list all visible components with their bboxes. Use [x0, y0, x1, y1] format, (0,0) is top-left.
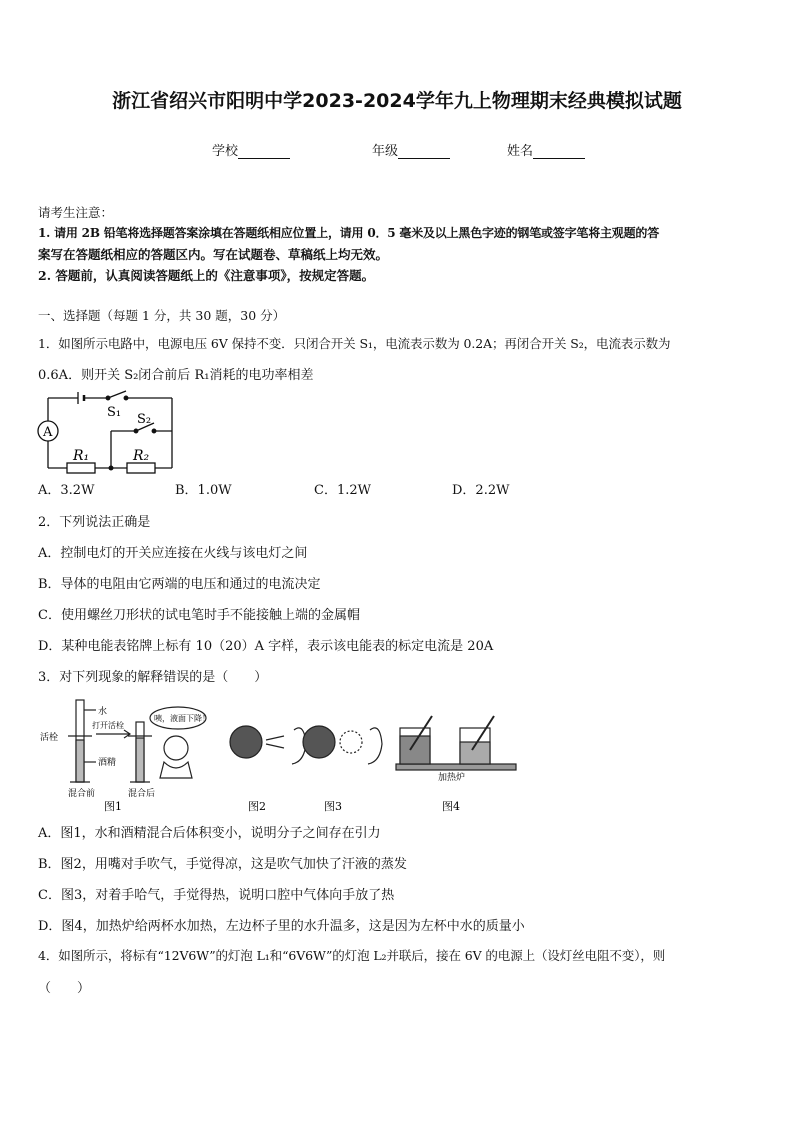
grade-field — [372, 140, 450, 159]
notice-item-2: 2. 答题前，认真阅读答题纸上的《注意事项》，按规定答题。 — [38, 268, 375, 283]
figure-1-caption: 图1 — [104, 800, 122, 812]
school-blank — [238, 146, 290, 159]
question-3-stem: 3．对下列现象的解释错误的是（ ） — [38, 670, 268, 685]
question-1-line-2: 0.6A．则开关 S₂闭合前后 R₁消耗的电功率相差 — [38, 368, 314, 383]
s1-label: S₁ — [107, 405, 122, 420]
figure-3-caption: 图3 — [324, 800, 342, 812]
q3-option-a[interactable]: A．图1，水和酒精混合后体积变小，说明分子之间存在引力 — [38, 826, 381, 841]
name-blank — [533, 146, 585, 159]
s2-label: S₂ — [137, 412, 152, 427]
before-mixing-label: 混合前 — [68, 789, 96, 799]
grade-label: 年级 — [372, 144, 399, 159]
section-heading: 一、选择题（每题 1 分，共 30 题，30 分） — [38, 308, 286, 323]
grade-blank — [398, 146, 450, 159]
r2-label: R₂ — [133, 448, 150, 464]
school-label: 学校 — [212, 144, 239, 159]
name-field — [507, 140, 585, 159]
school-field — [212, 140, 290, 159]
question-4-line-2: （ ） — [38, 981, 91, 996]
stove-label: 加热炉 — [438, 773, 466, 783]
notice-heading: 请考生注意： — [38, 205, 114, 220]
question-1-line-1: 1．如图所示电路中，电源电压 6V 保持不变．只闭合开关 S₁，电流表示数为 0.2A；再闭合开关 S₂，电流表示数为 — [38, 336, 671, 351]
figure-2-caption: 图2 — [248, 800, 266, 812]
q2-option-a[interactable]: A．控制电灯的开关应连接在火线与该电灯之间 — [38, 546, 308, 561]
alcohol-label: 酒精 — [98, 758, 117, 768]
open-valve-label: 打开活栓 — [92, 721, 124, 730]
notice-item-1-line-1: 1. 请用 2B 铅笔将选择题答案涂填在答题纸相应位置上，请用 0．5 毫米及以上黑色字迹的钢笔或签字笔将主观题的答 — [38, 226, 660, 240]
figure-4-caption: 图4 — [442, 800, 460, 812]
r1-label: R₁ — [73, 448, 90, 464]
notice-item-1-line-2: 案写在答题纸相应的答题区内。写在试题卷、草稿纸上均无效。 — [38, 247, 389, 262]
ammeter-label: A — [43, 425, 53, 440]
valve-label: 活栓 — [40, 733, 59, 743]
q3-option-b[interactable]: B．图2，用嘴对手吹气，手觉得凉，这是吹气加快了汗液的蒸发 — [38, 857, 407, 872]
water-label: 水 — [98, 707, 108, 717]
question-3-figure — [36, 692, 536, 812]
q1-option-b[interactable]: B．1.0W — [175, 483, 232, 498]
name-label: 姓名 — [507, 144, 534, 159]
junction-dot — [109, 466, 114, 471]
question-4-line-1: 4．如图所示，将标有“12V6W”的灯泡 L₁和“6V6W”的灯泡 L₂并联后，接在 6V 的电源上（设灯丝电阻不变），则 — [38, 948, 666, 963]
circuit-diagram — [36, 388, 181, 476]
q1-option-a[interactable]: A．3.2W — [38, 483, 95, 498]
q2-option-b[interactable]: B．导体的电阻由它两端的电压和通过的电流决定 — [38, 577, 321, 592]
q2-option-d[interactable]: D．某种电能表铭牌上标有 10（20）A 字样，表示该电能表的标定电流是 20A — [38, 639, 494, 654]
question-2-stem: 2．下列说法正确是 — [38, 515, 151, 530]
speech-bubble-text: 咦，液面下降！ — [154, 714, 210, 723]
q1-option-d[interactable]: D．2.2W — [452, 483, 510, 498]
q1-option-c[interactable]: C．1.2W — [314, 483, 371, 498]
q2-option-c[interactable]: C．使用螺丝刀形状的试电笔时手不能接触上端的金属帽 — [38, 608, 360, 623]
q3-option-c[interactable]: C．图3，对着手哈气，手觉得热，说明口腔中气体向手放了热 — [38, 888, 395, 903]
q3-option-d[interactable]: D．图4，加热炉给两杯水加热，左边杯子里的水升温多，这是因为左杯中水的质量小 — [38, 919, 525, 934]
page-title: 浙江省绍兴市阳明中学2023-2024学年九上物理期末经典模拟试题 — [112, 90, 682, 112]
after-mixing-label: 混合后 — [128, 789, 156, 799]
